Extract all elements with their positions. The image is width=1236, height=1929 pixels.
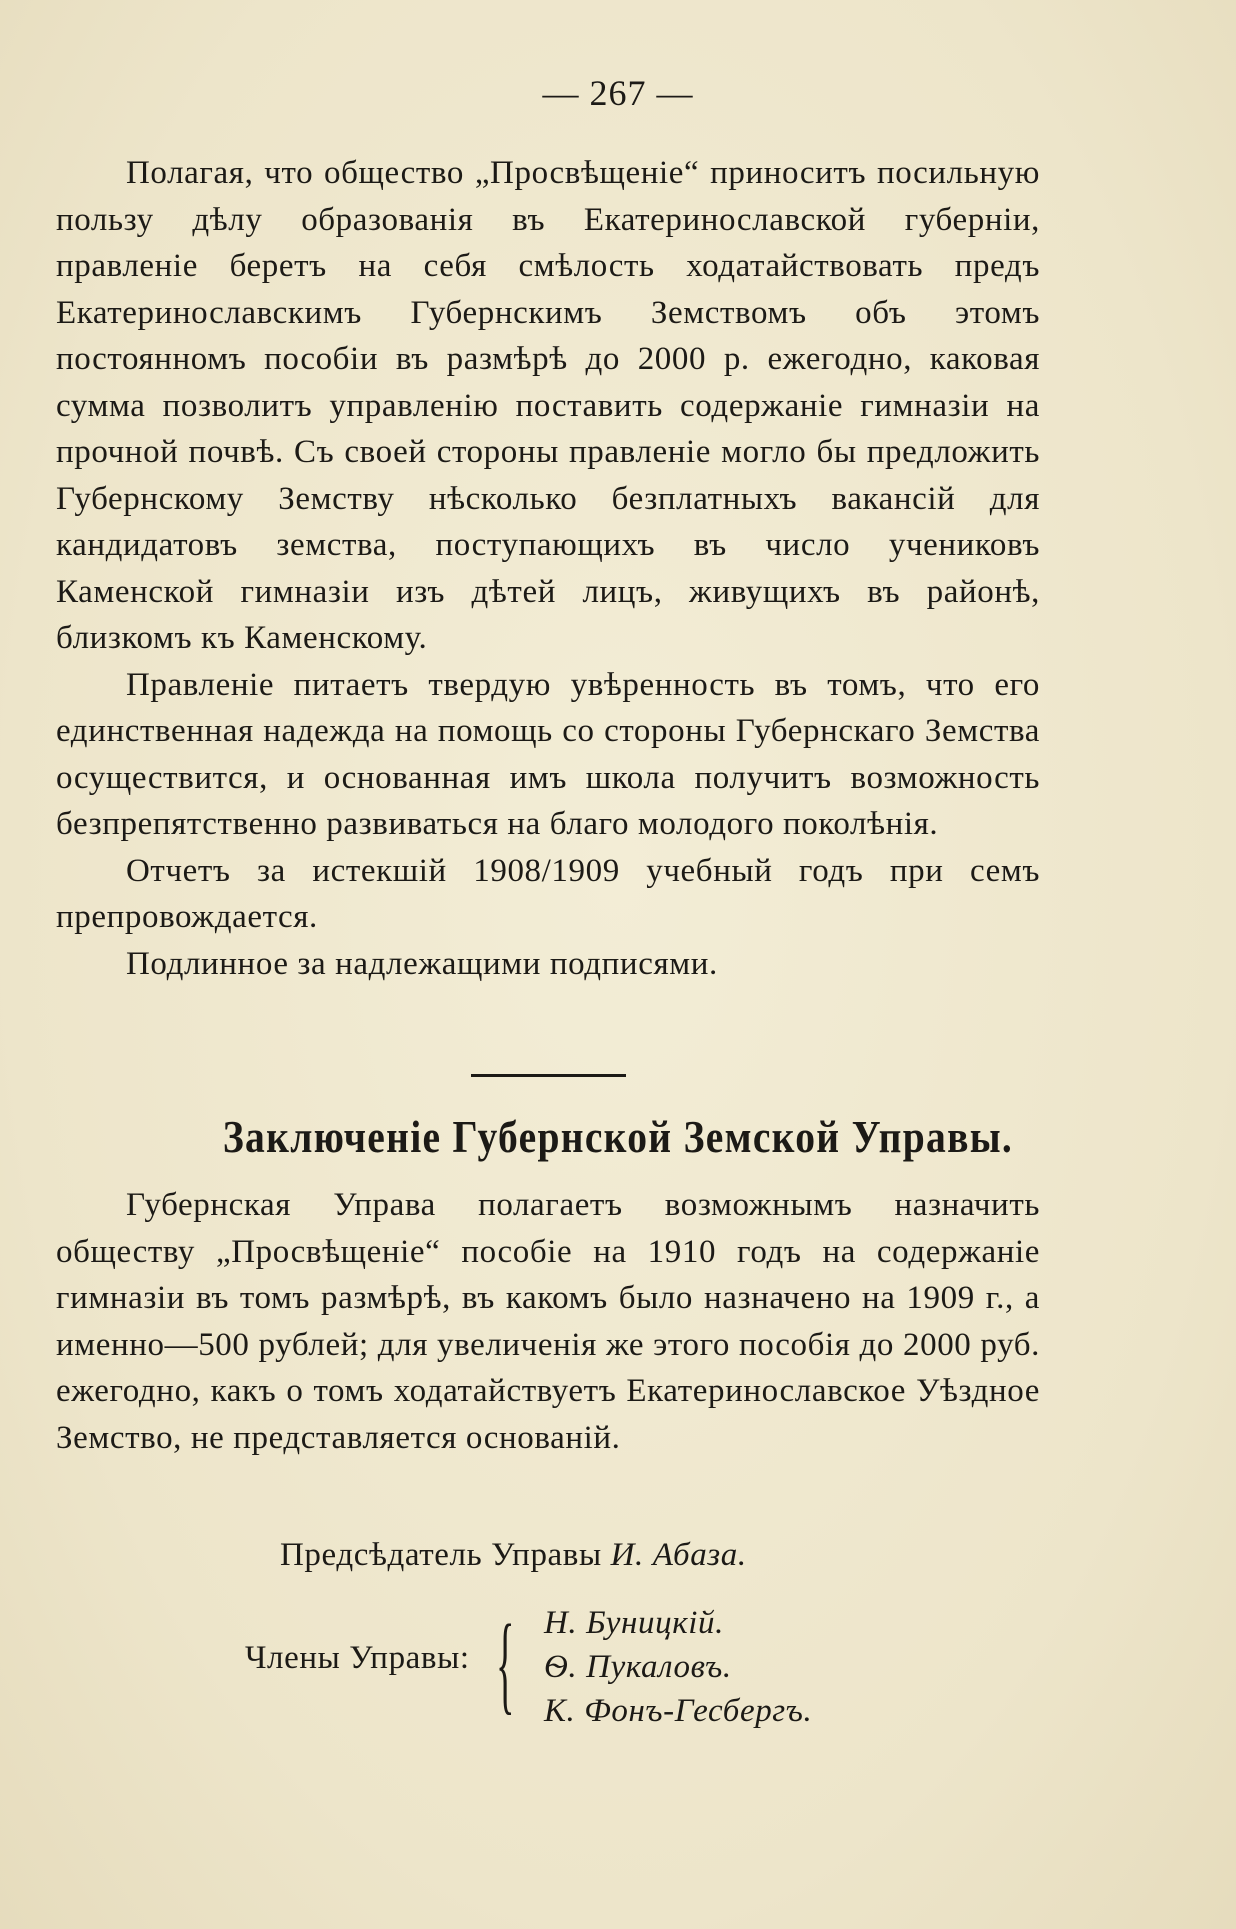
member-name: Н. Буницкій. <box>544 1605 724 1641</box>
section-divider <box>471 1074 626 1077</box>
curly-brace: { <box>496 1602 515 1724</box>
chairman-signature <box>280 1537 747 1574</box>
chairman-name: И. Абаза. <box>610 1537 747 1573</box>
body-text-bottom <box>56 1182 1040 1461</box>
paragraph: Отчетъ за истекшій 1908/1909 учебный годъ при семъ препровождается. <box>56 852 1040 935</box>
member-name: К. Фонъ-Гесбергъ. <box>544 1693 813 1729</box>
page-number: — 267 — <box>542 73 694 113</box>
paragraph: Подлинное за надлежащими подписями. <box>126 945 718 982</box>
members-label: Члены Управы: <box>245 1640 470 1676</box>
paragraph: Губернская Управа полагаетъ возможнымъ назначить обществу „Просвѣщеніе“ пособіе на 1910 годъ на содержаніе гимназіи въ томъ размѣрѣ, въ какомъ было назначено на 1909 г., а именно—500 рублей; для увеличенія же этого пособія до 2000 руб. ежегодно, какъ о томъ ходатайствуетъ Екатеринославское Уѣздное Земство, не представляется основаній. <box>56 1187 1040 1456</box>
members-list <box>544 1601 812 1733</box>
paragraph: Полагая, что общество „Просвѣщеніе“ приноситъ посильную пользу дѣлу образованія въ Екатеринославской губерніи, правленіе беретъ на себя смѣлость ходатайствовать предъ Екатеринославскимъ Губернскимъ Земствомъ объ этомъ постоянномъ пособіи въ размѣрѣ до 2000 р. ежегодно, каковая сумма позволитъ управленію поставить содержаніе гимназіи на прочной почвѣ. Съ своей стороны правленіе могло бы предложить Губернскому Земству нѣсколько безплатныхъ вакансій для кандидатовъ земства, поступающихъ въ число учениковъ Каменской гимназіи изъ дѣтей лицъ, живущихъ въ районѣ, близкомъ къ Каменскому. <box>56 155 1040 656</box>
member-name: Ѳ. Пукаловъ. <box>544 1649 732 1685</box>
section-heading: Заключеніе Губернской Земской Управы. <box>222 1111 1014 1162</box>
body-text-top <box>56 150 1040 987</box>
paragraph: Правленіе питаетъ твердую увѣренность въ томъ, что его единственная надежда на помощь со стороны Губернскаго Земства осуществится, и основанная имъ школа получитъ возможность безпрепятственно развиваться на благо молодого поколѣнія. <box>56 666 1040 842</box>
chairman-label: Предсѣдатель Управы <box>280 1537 602 1573</box>
